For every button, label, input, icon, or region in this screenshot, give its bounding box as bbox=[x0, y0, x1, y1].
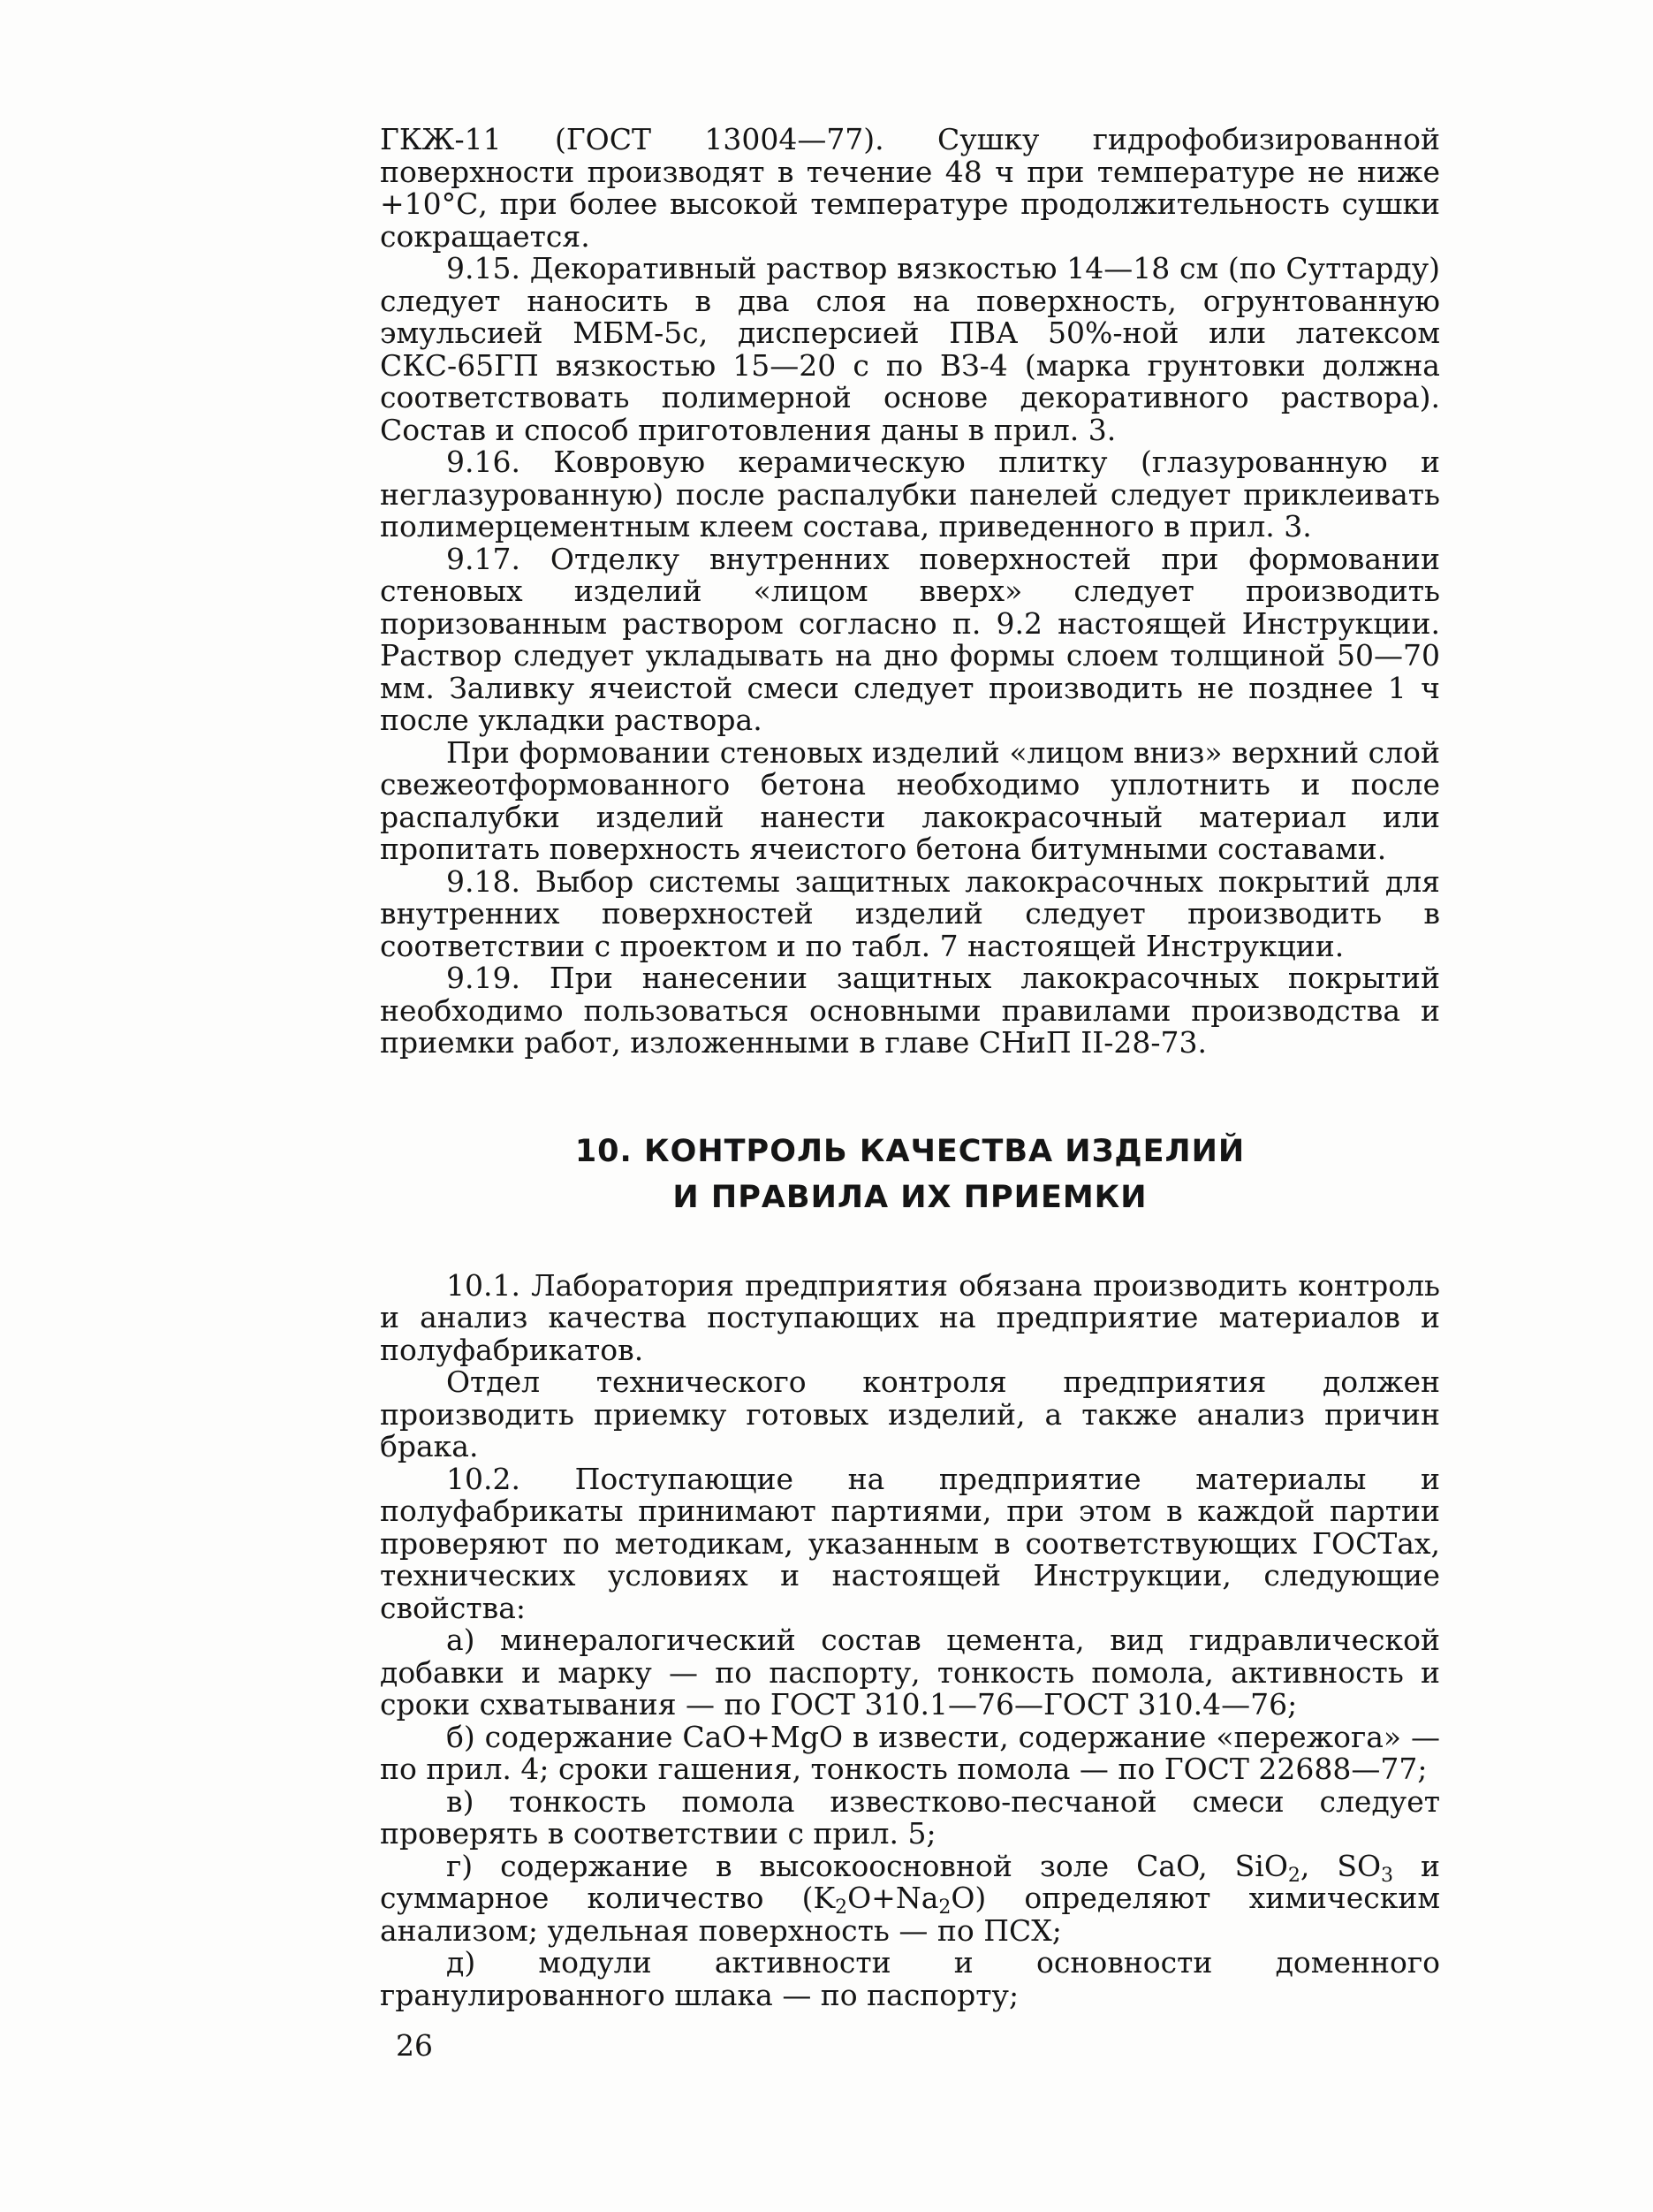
paragraph-g bbox=[380, 1848, 1440, 1948]
paragraph: б) содержание CaO+MgO в извести, содержание «пережога» — по прил. 4; сроки гашения, тонкость помола — по ГОСТ 22688—77; bbox=[380, 1719, 1440, 1786]
subscript: 2 bbox=[938, 1897, 952, 1919]
paragraph: 9.19. При нанесении защитных лакокрасочных покрытий необходимо пользоваться основными правилами производства и приемки работ, изложенными в главе СНиП II-28-73. bbox=[380, 961, 1440, 1060]
heading-line-2: И ПРАВИЛА ИХ ПРИЕМКИ bbox=[672, 1179, 1148, 1215]
section-9-text bbox=[380, 124, 1440, 1060]
section-10-text bbox=[380, 1267, 1440, 1851]
paragraph: 10.2. Поступающие на предприятие материалы и полуфабрикаты принимают партиями, при этом в каждой партии проверяют по методикам, указанным в соответствующих ГОСТах, технических условиях и настоящей Инструкции, следующие свойства: bbox=[380, 1461, 1440, 1625]
text-run: O+Na bbox=[847, 1881, 939, 1915]
paragraph: в) тонкость помола известково-песчаной смеси следует проверять в соответствии с прил. 5; bbox=[380, 1783, 1440, 1851]
subscript: 3 bbox=[1381, 1864, 1394, 1887]
paragraph: 9.15. Декоративный раствор вязкостью 14—18 см (по Суттарду) следует наносить в два слоя на поверхность, огрунтованную эмульсией МБМ-5с, дисперсией ПВА 50%-ной или латексом СКС-65ГП вязкостью 15—20 с по ВЗ-4 (марка грунтовки должна соответствовать полимерной основе декоративного раствора). Состав и способ приготовления даны в прил. 3. bbox=[380, 251, 1440, 447]
paragraph-d: д) модули активности и основности доменного гранулированного шлака — по паспорту; bbox=[380, 1945, 1440, 2012]
text-run: O) определяют химическим анализом; удельная поверхность — по ПСХ; bbox=[380, 1881, 1440, 1948]
paragraph: а) минералогический состав цемента, вид гидравлической добавки и марку — по паспорту, тонкость помола, активность и сроки схватывания — по ГОСТ 310.1—76—ГОСТ 310.4—76; bbox=[380, 1623, 1440, 1722]
paragraph: 9.16. Ковровую керамическую плитку (глазурованную и неглазурованную) после распалубки панелей следует приклеивать полимерцементным клеем состава, приведенного в прил. 3. bbox=[380, 445, 1440, 543]
text-run: г) содержание в высокоосновной золе CaO, SiO bbox=[446, 1848, 1288, 1883]
subscript: 2 bbox=[835, 1897, 848, 1919]
paragraph: ГКЖ-11 (ГОСТ 13004—77). Сушку гидрофобизированной поверхности производят в течение 48 ч при температуре не ниже +10°С, при более высокой температуре продолжительность сушки сокращается. bbox=[380, 122, 1440, 254]
paragraph: 10.1. Лаборатория предприятия обязана производить контроль и анализ качества поступающих на предприятие материалов и полуфабрикатов. bbox=[380, 1267, 1440, 1367]
paragraph: Отдел технического контроля предприятия должен производить приемку готовых изделий, а также анализ причин брака. bbox=[380, 1364, 1440, 1463]
page-number: 26 bbox=[396, 2028, 433, 2063]
page-body bbox=[380, 124, 1440, 2011]
subscript: 2 bbox=[1287, 1864, 1300, 1887]
section-heading bbox=[380, 1129, 1440, 1220]
paragraph: При формовании стеновых изделий «лицом вниз» верхний слой свежеотформованного бетона необходимо уплотнить и после распалубки изделий нанести лакокрасочный материал или пропитать поверхность ячеистого бетона битумными составами. bbox=[380, 734, 1440, 866]
paragraph: 9.17. Отделку внутренних поверхностей при формовании стеновых изделий «лицом вверх» следует производить поризованным раствором согласно п. 9.2 настоящей Инструкции. Раствор следует укладывать на дно формы слоем толщиной 50—70 мм. Заливку ячеистой смеси следует производить не позднее 1 ч после укладки раствора. bbox=[380, 541, 1440, 737]
heading-line-1: 10. КОНТРОЛЬ КАЧЕСТВА ИЗДЕЛИЙ bbox=[574, 1133, 1246, 1169]
text-run: , SO bbox=[1300, 1848, 1382, 1883]
text-run: и суммарное количество (K bbox=[380, 1848, 1440, 1915]
paragraph: 9.18. Выбор системы защитных лакокрасочных покрытий для внутренних поверхностей изделий следует производить в соответствии с проектом и по табл. 7 настоящей Инструкции. bbox=[380, 863, 1440, 963]
